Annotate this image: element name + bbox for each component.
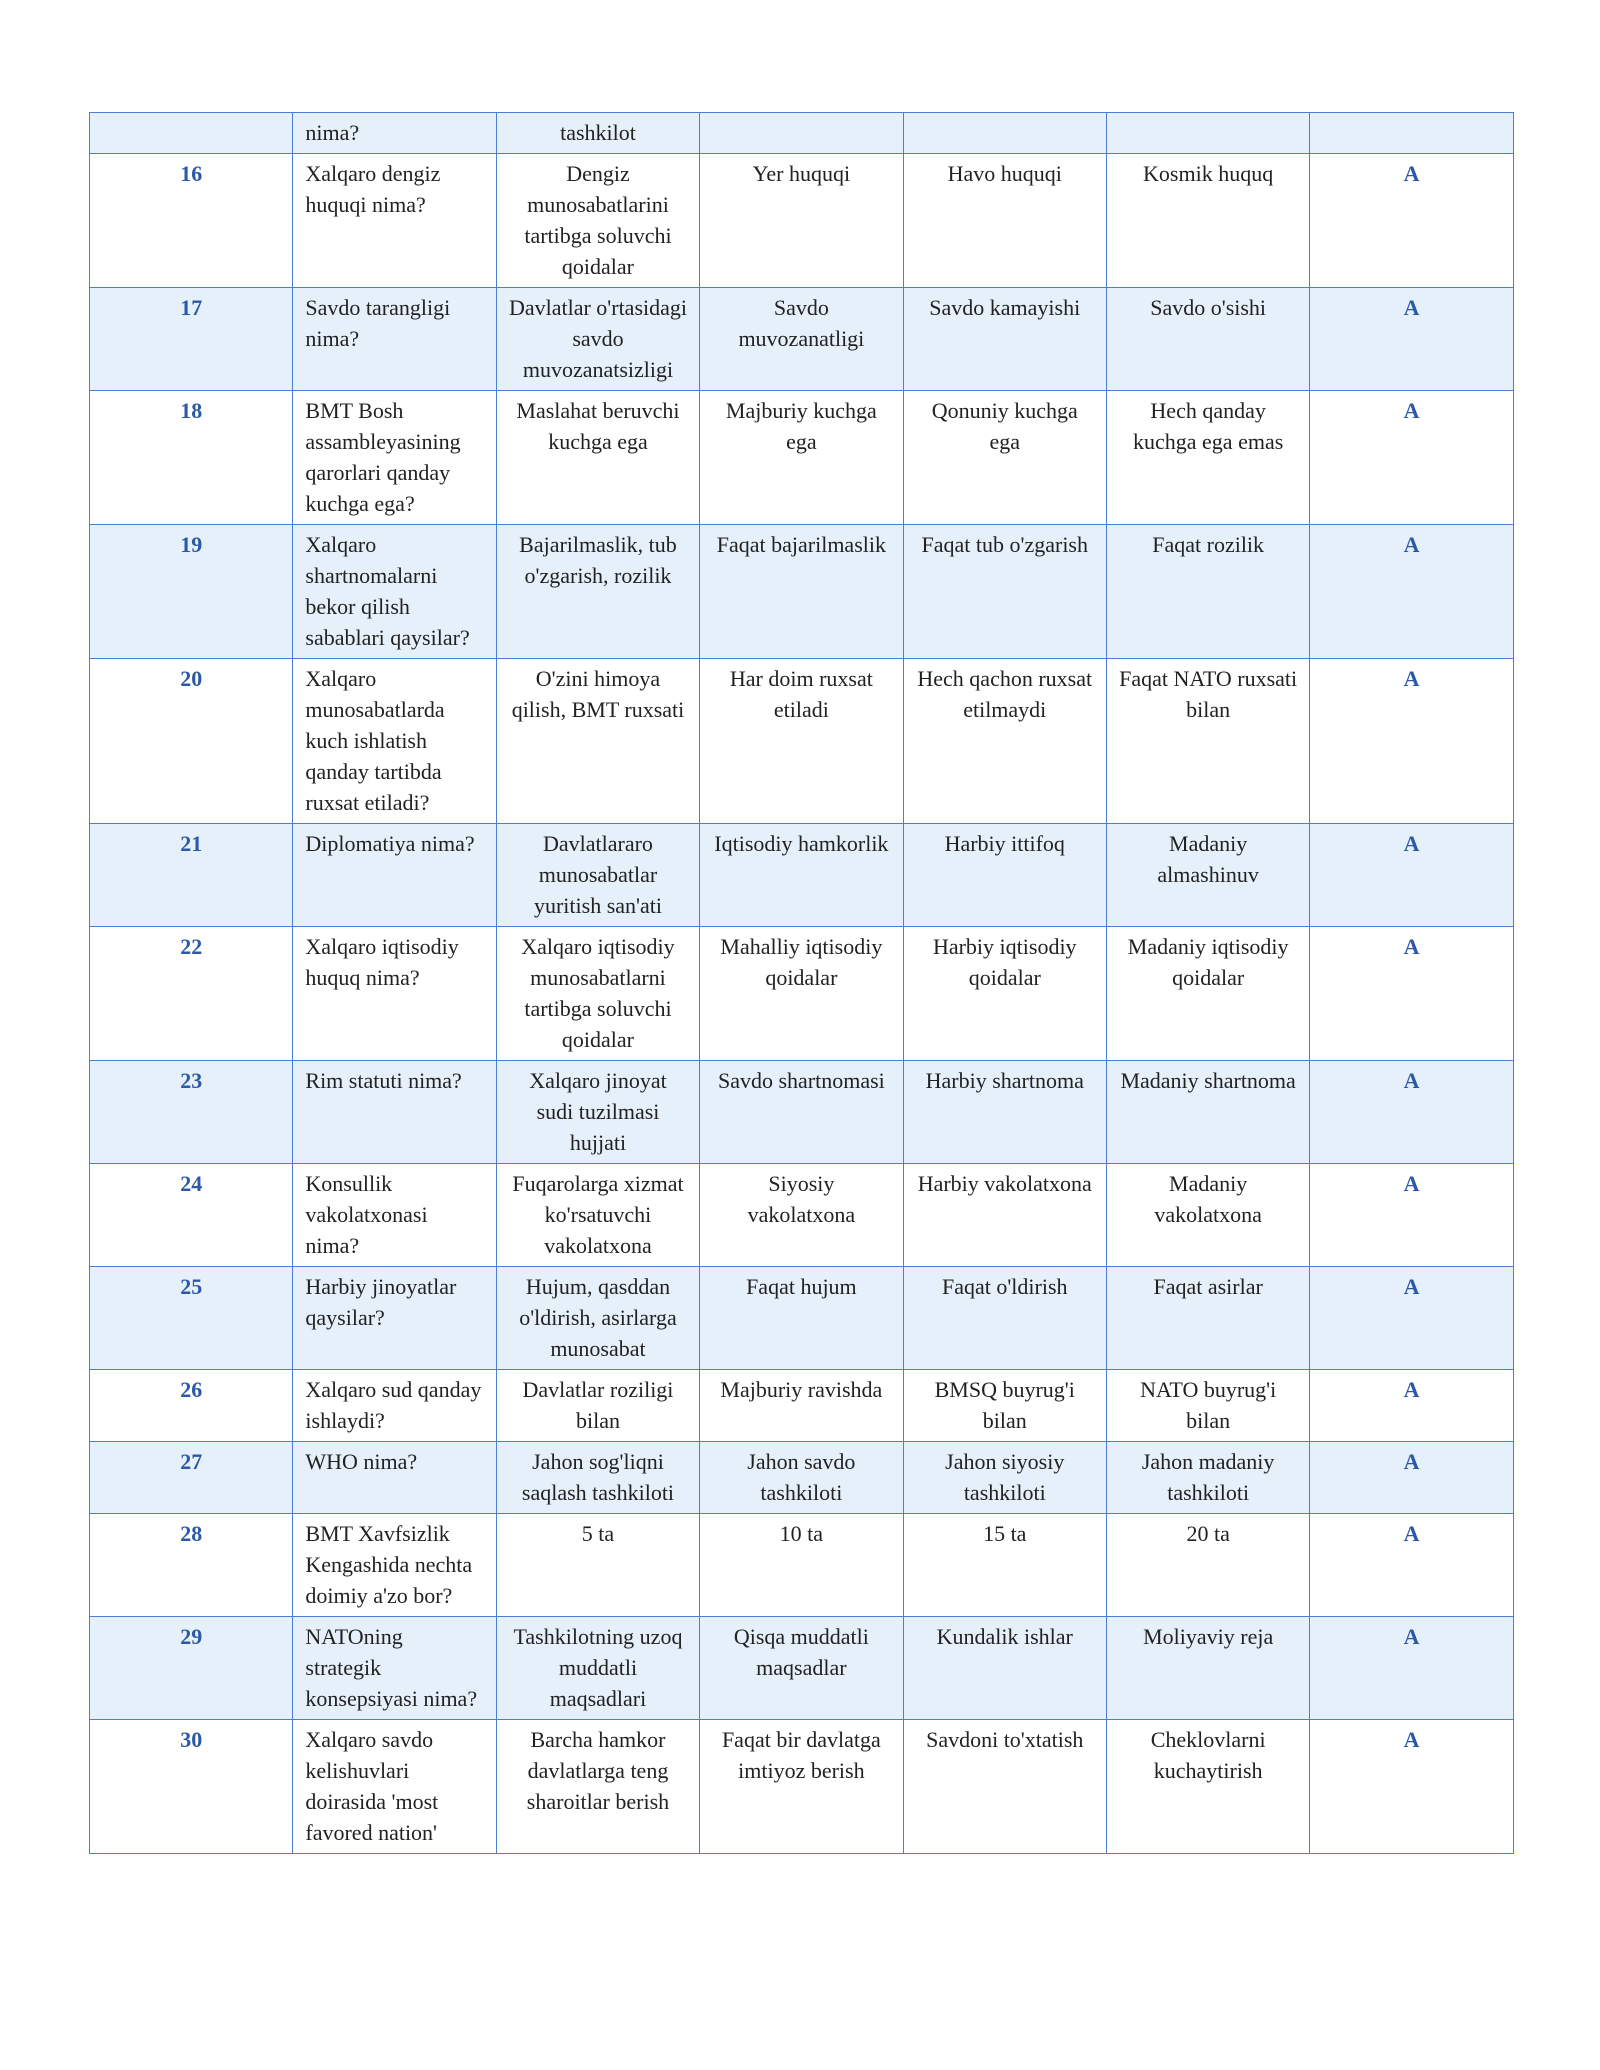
option-a: Bajarilmaslik, tub o'zgarish, rozilik (496, 525, 699, 659)
option-c: Kundalik ishlar (903, 1617, 1106, 1720)
question-number: 27 (90, 1442, 293, 1514)
question-number: 23 (90, 1061, 293, 1164)
option-a: Dengiz munosabatlarini tartibga soluvchi qoidalar (496, 154, 699, 288)
question-text: BMT Bosh assambleyasining qarorlari qanday kuchga ega? (293, 391, 496, 525)
option-c: Faqat tub o'zgarish (903, 525, 1106, 659)
question-number: 19 (90, 525, 293, 659)
question-number: 22 (90, 927, 293, 1061)
option-d: Madaniy vakolatxona (1106, 1164, 1309, 1267)
table-row (90, 288, 1514, 391)
question-text: Xalqaro sud qanday ishlaydi? (293, 1370, 496, 1442)
quiz-table (89, 112, 1514, 1854)
option-d: 20 ta (1106, 1514, 1309, 1617)
option-a: Hujum, qasddan o'ldirish, asirlarga munosabat (496, 1267, 699, 1370)
option-a: Fuqarolarga xizmat ko'rsatuvchi vakolatxona (496, 1164, 699, 1267)
correct-answer: A (1310, 927, 1513, 1061)
quiz-table-body (90, 113, 1514, 1854)
option-a: Xalqaro jinoyat sudi tuzilmasi hujjati (496, 1061, 699, 1164)
question-number: 21 (90, 824, 293, 927)
option-a: O'zini himoya qilish, BMT ruxsati (496, 659, 699, 824)
question-text: Xalqaro iqtisodiy huquq nima? (293, 927, 496, 1061)
option-a: Xalqaro iqtisodiy munosabatlarni tartibga soluvchi qoidalar (496, 927, 699, 1061)
option-d: Savdo o'sishi (1106, 288, 1309, 391)
option-d: Faqat rozilik (1106, 525, 1309, 659)
correct-answer: A (1310, 154, 1513, 288)
question-number: 17 (90, 288, 293, 391)
option-d: Madaniy almashinuv (1106, 824, 1309, 927)
option-b: Faqat bir davlatga imtiyoz berish (700, 1720, 903, 1854)
option-b: Savdo shartnomasi (700, 1061, 903, 1164)
table-row (90, 1442, 1514, 1514)
correct-answer: A (1310, 1267, 1513, 1370)
table-row (90, 824, 1514, 927)
question-number: 18 (90, 391, 293, 525)
question-text: Xalqaro munosabatlarda kuch ishlatish qanday tartibda ruxsat etiladi? (293, 659, 496, 824)
correct-answer: A (1310, 288, 1513, 391)
option-d: Moliyaviy reja (1106, 1617, 1309, 1720)
question-number: 24 (90, 1164, 293, 1267)
table-row (90, 1061, 1514, 1164)
option-a: Davlatlararo munosabatlar yuritish san'ati (496, 824, 699, 927)
option-c: Harbiy vakolatxona (903, 1164, 1106, 1267)
option-c: Harbiy shartnoma (903, 1061, 1106, 1164)
option-d: Kosmik huquq (1106, 154, 1309, 288)
question-text: Rim statuti nima? (293, 1061, 496, 1164)
option-c: Faqat o'ldirish (903, 1267, 1106, 1370)
question-text: Xalqaro savdo kelishuvlari doirasida 'most favored nation' (293, 1720, 496, 1854)
option-d: Madaniy shartnoma (1106, 1061, 1309, 1164)
option-a: tashkilot (496, 113, 699, 154)
table-row (90, 154, 1514, 288)
option-d: Faqat asirlar (1106, 1267, 1309, 1370)
option-b: Faqat hujum (700, 1267, 903, 1370)
table-row (90, 113, 1514, 154)
option-a: Tashkilotning uzoq muddatli maqsadlari (496, 1617, 699, 1720)
option-b: Yer huquqi (700, 154, 903, 288)
correct-answer: A (1310, 391, 1513, 525)
question-text: NATOning strategik konsepsiyasi nima? (293, 1617, 496, 1720)
option-a: Barcha hamkor davlatlarga teng sharoitlar berish (496, 1720, 699, 1854)
option-d: Cheklovlarni kuchaytirish (1106, 1720, 1309, 1854)
correct-answer: A (1310, 1617, 1513, 1720)
question-number: 29 (90, 1617, 293, 1720)
option-c: Hech qachon ruxsat etilmaydi (903, 659, 1106, 824)
option-b: Siyosiy vakolatxona (700, 1164, 903, 1267)
question-number: 28 (90, 1514, 293, 1617)
option-b: Savdo muvozanatligi (700, 288, 903, 391)
question-number: 26 (90, 1370, 293, 1442)
option-d: Faqat NATO ruxsati bilan (1106, 659, 1309, 824)
question-number: 16 (90, 154, 293, 288)
correct-answer: A (1310, 659, 1513, 824)
option-c: Savdo kamayishi (903, 288, 1106, 391)
table-row (90, 1617, 1514, 1720)
option-c: Havo huquqi (903, 154, 1106, 288)
option-c: BMSQ buyrug'i bilan (903, 1370, 1106, 1442)
question-number (90, 113, 293, 154)
option-b: 10 ta (700, 1514, 903, 1617)
correct-answer (1310, 113, 1513, 154)
question-text: Xalqaro dengiz huquqi nima? (293, 154, 496, 288)
question-text: BMT Xavfsizlik Kengashida nechta doimiy a'zo bor? (293, 1514, 496, 1617)
correct-answer: A (1310, 1164, 1513, 1267)
question-text: Diplomatiya nima? (293, 824, 496, 927)
question-text: Xalqaro shartnomalarni bekor qilish sabablari qaysilar? (293, 525, 496, 659)
question-text: Harbiy jinoyatlar qaysilar? (293, 1267, 496, 1370)
option-d: NATO buyrug'i bilan (1106, 1370, 1309, 1442)
question-number: 20 (90, 659, 293, 824)
question-text: Savdo tarangligi nima? (293, 288, 496, 391)
option-c: Harbiy ittifoq (903, 824, 1106, 927)
correct-answer: A (1310, 1514, 1513, 1617)
correct-answer: A (1310, 1061, 1513, 1164)
correct-answer: A (1310, 1370, 1513, 1442)
table-row (90, 391, 1514, 525)
correct-answer: A (1310, 525, 1513, 659)
option-a: Davlatlar roziligi bilan (496, 1370, 699, 1442)
option-c: 15 ta (903, 1514, 1106, 1617)
option-b: Iqtisodiy hamkorlik (700, 824, 903, 927)
table-row (90, 927, 1514, 1061)
option-c: Savdoni to'xtatish (903, 1720, 1106, 1854)
option-b: Har doim ruxsat etiladi (700, 659, 903, 824)
question-number: 30 (90, 1720, 293, 1854)
option-d: Hech qanday kuchga ega emas (1106, 391, 1309, 525)
correct-answer: A (1310, 1720, 1513, 1854)
option-d: Jahon madaniy tashkiloti (1106, 1442, 1309, 1514)
option-d (1106, 113, 1309, 154)
question-text: nima? (293, 113, 496, 154)
option-a: 5 ta (496, 1514, 699, 1617)
table-row (90, 1370, 1514, 1442)
option-c: Jahon siyosiy tashkiloti (903, 1442, 1106, 1514)
table-row (90, 1164, 1514, 1267)
question-text: WHO nima? (293, 1442, 496, 1514)
option-c: Harbiy iqtisodiy qoidalar (903, 927, 1106, 1061)
table-row (90, 1720, 1514, 1854)
correct-answer: A (1310, 824, 1513, 927)
option-a: Maslahat beruvchi kuchga ega (496, 391, 699, 525)
option-b (700, 113, 903, 154)
question-number: 25 (90, 1267, 293, 1370)
option-b: Qisqa muddatli maqsadlar (700, 1617, 903, 1720)
option-b: Mahalliy iqtisodiy qoidalar (700, 927, 903, 1061)
correct-answer: A (1310, 1442, 1513, 1514)
table-row (90, 525, 1514, 659)
option-b: Faqat bajarilmaslik (700, 525, 903, 659)
table-row (90, 1267, 1514, 1370)
option-d: Madaniy iqtisodiy qoidalar (1106, 927, 1309, 1061)
option-a: Davlatlar o'rtasidagi savdo muvozanatsizligi (496, 288, 699, 391)
option-b: Jahon savdo tashkiloti (700, 1442, 903, 1514)
option-c (903, 113, 1106, 154)
option-c: Qonuniy kuchga ega (903, 391, 1106, 525)
table-row (90, 1514, 1514, 1617)
option-b: Majburiy ravishda (700, 1370, 903, 1442)
option-a: Jahon sog'liqni saqlash tashkiloti (496, 1442, 699, 1514)
option-b: Majburiy kuchga ega (700, 391, 903, 525)
question-text: Konsullik vakolatxonasi nima? (293, 1164, 496, 1267)
table-row (90, 659, 1514, 824)
